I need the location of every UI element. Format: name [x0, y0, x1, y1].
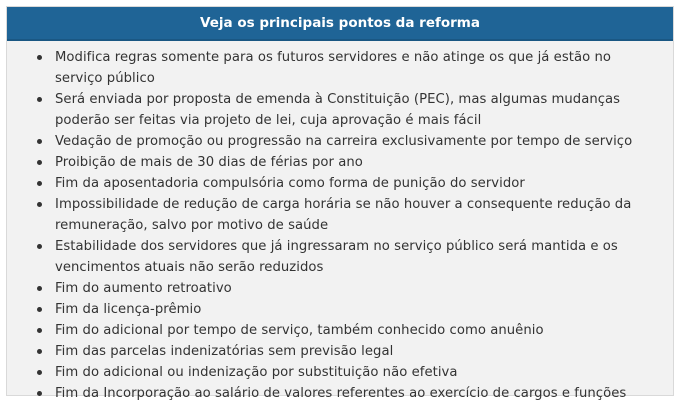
bullet-icon — [37, 370, 42, 375]
list-item — [33, 194, 655, 236]
list-item-text: Fim do adicional por tempo de serviço, também conhecido como anuênio — [55, 323, 544, 338]
bullet-icon — [37, 244, 42, 249]
list-item-text: Impossibilidade de redução de carga horária se não houver a consequente redução da remuneração, salvo por motivo de saúde — [55, 197, 632, 233]
list-item — [33, 89, 655, 131]
list-item-text: Vedação de promoção ou progressão na carreira exclusivamente por tempo de serviço — [55, 134, 633, 149]
bullet-icon — [37, 202, 42, 207]
list-item-text: Estabilidade dos servidores que já ingressaram no serviço público será mantida e os vencimentos atuais não serão reduzidos — [55, 239, 618, 275]
bullet-icon — [37, 139, 42, 144]
list-item-text: Fim do adicional ou indenização por substituição não efetiva — [55, 365, 458, 380]
reform-points-list — [7, 41, 673, 404]
bullet-icon — [37, 349, 42, 354]
list-item — [33, 236, 655, 278]
list-item — [33, 47, 655, 89]
list-item-text: Fim da Incorporação ao salário de valores referentes ao exercício de cargos e funções — [55, 386, 627, 401]
list-item — [33, 320, 655, 341]
reform-points-box — [6, 6, 674, 401]
list-item — [33, 152, 655, 173]
list-item — [33, 362, 655, 383]
list-item-text: Proibição de mais de 30 dias de férias por ano — [55, 155, 363, 170]
list-item-text: Fim das parcelas indenizatórias sem previsão legal — [55, 344, 394, 359]
list-item — [33, 173, 655, 194]
list-item-text: Fim da aposentadoria compulsória como forma de punição do servidor — [55, 176, 525, 191]
list-item — [33, 341, 655, 362]
list-item-text: Será enviada por proposta de emenda à Constituição (PEC), mas algumas mudanças poderão ser feitas via projeto de lei, cuja aprovação é mais fácil — [55, 92, 621, 128]
bullet-icon — [37, 97, 42, 102]
bullet-icon — [37, 55, 42, 60]
list-item — [33, 278, 655, 299]
list-item — [33, 299, 655, 320]
list-item — [33, 383, 655, 404]
box-title: Veja os principais pontos da reforma — [7, 7, 673, 41]
list-item-text: Modifica regras somente para os futuros servidores e não atinge os que já estão no serviço público — [55, 50, 611, 86]
bullet-icon — [37, 328, 42, 333]
list-item-text: Fim do aumento retroativo — [55, 281, 232, 296]
bullet-icon — [37, 160, 42, 165]
bullet-icon — [37, 181, 42, 186]
bullet-icon — [37, 286, 42, 291]
bullet-icon — [37, 307, 42, 312]
list-item — [33, 131, 655, 152]
list-item-text: Fim da licença-prêmio — [55, 302, 202, 317]
bullet-icon — [37, 391, 42, 396]
